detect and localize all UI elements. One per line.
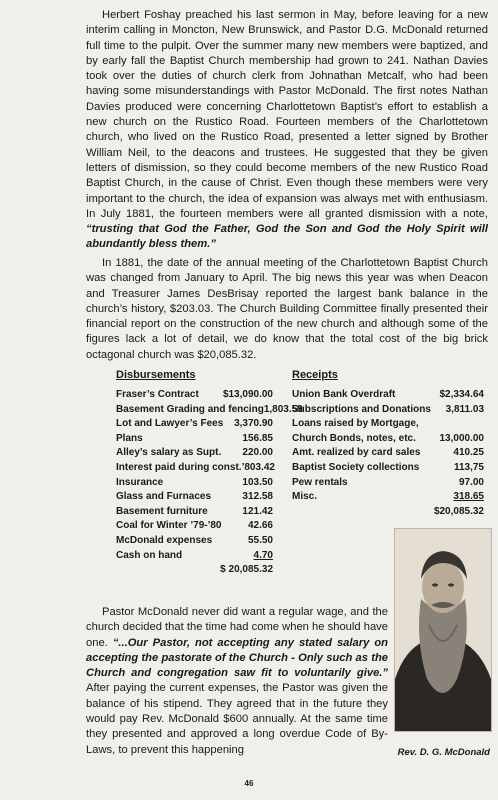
disbursements-label: Basement Grading and fencing (116, 403, 264, 415)
photo-caption: Rev. D. G. McDonald (397, 747, 490, 758)
disbursements-row (116, 432, 273, 447)
receipts-amount: 13,000.00 (439, 432, 484, 444)
receipts-row (292, 403, 484, 418)
receipts-amount: 113,75 (453, 461, 484, 473)
receipts-label: Church Bonds, notes, etc. (292, 432, 416, 444)
page-number: 46 (244, 779, 254, 788)
disbursements-row (116, 461, 273, 476)
disbursements-label: Basement furniture (116, 505, 208, 517)
receipts-label: Amt. realized by card sales (292, 447, 421, 459)
disbursements-label: Alley’s salary as Supt. (116, 447, 222, 459)
receipts-amount: 3,811.03 (445, 403, 484, 415)
disbursements-row (116, 505, 273, 520)
disbursements-row (116, 403, 303, 418)
receipts-total-row (292, 505, 484, 520)
receipts-row (292, 490, 484, 505)
receipts-amount: $2,334.64 (439, 389, 484, 400)
disbursements-row (116, 549, 273, 564)
disbursements-label: Plans (116, 432, 143, 444)
disbursements-amount: $13,090.00 (222, 389, 273, 400)
receipts-heading: Receipts (292, 369, 338, 381)
disbursements-row (116, 490, 273, 505)
disbursements-row (116, 519, 273, 534)
disbursements-amount: 156.85 (242, 432, 273, 444)
receipts-label: Baptist Society collections (292, 461, 420, 473)
disbursements-amount: 42.66 (247, 520, 273, 532)
receipts-row (292, 388, 484, 403)
disbursements-amount: 121.42 (242, 505, 273, 517)
disbursements-amount: 103.50 (242, 476, 273, 488)
disbursements-label: Lot and Lawyer’s Fees (116, 418, 224, 430)
quote-text: “trusting that God the Father, God the Son and God the Holy Spirit will abundantly bless them.” (86, 223, 488, 251)
quote-text: “...Our Pastor, not accepting any stated salary on accepting the pastorate of the Church - Only such as the Church and congregation saw fit to voluntarily give.” (86, 636, 388, 680)
receipts-amount: 410.25 (453, 447, 484, 459)
portrait-photo (394, 528, 492, 732)
disbursements-amount: 220.00 (242, 447, 273, 459)
disbursements-total: $ 20,085.32 (220, 564, 273, 576)
disbursements-heading: Disbursements (116, 369, 196, 381)
receipts-label: Subscriptions and Donations (292, 403, 431, 415)
disbursements-amount: 55.50 (247, 534, 273, 546)
paragraph-pastor-salary (86, 605, 388, 758)
paragraph-rustico-road (86, 8, 488, 253)
disbursements-row (116, 476, 273, 491)
receipts-amount: 97.00 (458, 476, 484, 488)
disbursements-row (116, 417, 273, 432)
receipts-label: Union Bank Overdraft (292, 389, 396, 400)
receipts-label: Pew rentals (292, 476, 348, 488)
disbursements-row (116, 534, 273, 549)
disbursements-amount: 1,803.59 (263, 403, 303, 415)
disbursements-amount: 803.42 (244, 461, 275, 473)
paragraph-annual-meeting: In 1881, the date of the annual meeting of the Charlottetown Baptist Church was changed from January to April. The big news this year was when Deacon and Treasurer James DesBrisay reported the largest bank balance in the church’s history, $203.03. The Church Building Committee finally presented their financial report on the construction of the new church and although some of the figures lack a lot of detail, we do know that the total cost of the big brick octagonal church was $20,085.32. (86, 257, 488, 361)
receipts-amount: 318.65 (453, 491, 484, 503)
disbursements-table (116, 368, 303, 578)
paragraph-text: Herbert Foshay preached his last sermon in May, before leaving for a new interim calling in Moncton, New Brunswick, and Pastor D.G. McDonald returned full time to the pulpit. Over the summer many new members were baptized, and by early fall the Baptist Church membership had grown to 241. Nathan Davies took over the duties of church clerk from Johnathan Metcalf, who had been having some misunderstandings with Pastor McDonald. The first notes Nathan Davies produced were concerning Charlottetown Baptist’s effort to establish a new church on the Rustico Road. Fourteen members of the Charlottetown church, who lived on the Rustico Road, presented a letter signed by Brother William Neil, to the deacons and trustees. He suggested that they be given letters of dismission, so they could become members of the new Rustico Road Baptist Church, in the cause of Christ. Even though these members were very important to the church, the idea of expansion was always met with enthusiasm. In July 1881, the fourteen members were all granted dismission with a note, (86, 9, 488, 220)
receipts-table (292, 368, 484, 519)
receipts-total: $20,085.32 (433, 505, 484, 517)
paragraph-text: After paying the current expenses, the Pastor was given the balance of his stipend. They agreed that in the future they would pay Rev. McDonald $600 annually. At the same time they presented and approved a long overdue Code of By-Laws, to prevent this happening (86, 682, 388, 756)
receipts-label: Misc. (292, 491, 318, 503)
disbursements-label: Cash on hand (116, 549, 183, 561)
receipts-row (292, 461, 484, 476)
disbursements-label: Interest paid during const.’ (116, 461, 245, 473)
disbursements-amount: 4.70 (253, 549, 273, 561)
portrait-illustration (395, 529, 491, 731)
disbursements-amount: 312.58 (242, 491, 273, 503)
disbursements-row (116, 388, 273, 403)
disbursements-label: Coal for Winter ’79-’80 (116, 520, 222, 532)
disbursements-label: Insurance (116, 476, 164, 488)
receipts-row (292, 446, 484, 461)
receipts-row (292, 476, 484, 491)
receipts-row (292, 432, 484, 447)
receipts-row (292, 417, 484, 432)
disbursements-total-row (116, 563, 273, 578)
paragraph-text: Pastor McDonald never did want a regular wage, and the church decided that the time had come when he should have one. (86, 606, 388, 649)
disbursements-label: McDonald expenses (116, 534, 213, 546)
disbursements-label: Fraser’s Contract (116, 389, 199, 400)
disbursements-row (116, 446, 273, 461)
receipts-label: Loans raised by Mortgage, (292, 418, 419, 430)
disbursements-amount: 3,370.90 (234, 418, 273, 430)
disbursements-label: Glass and Furnaces (116, 491, 212, 503)
